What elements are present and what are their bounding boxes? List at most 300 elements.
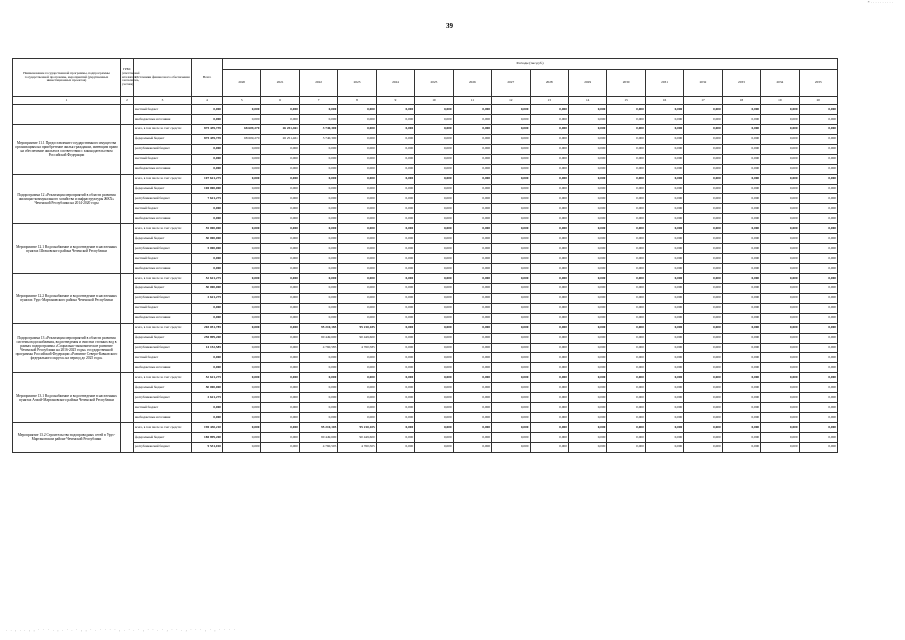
year-value-cell: 0,000 [453, 224, 491, 234]
year-value-cell: 0,000 [223, 333, 261, 343]
year-value-cell: 0,000 [607, 154, 645, 164]
header-column-number: 10 [415, 97, 453, 105]
year-value-cell: 0,000 [530, 144, 568, 154]
year-value-cell: 0,000 [530, 164, 568, 174]
total-cell: 0,000 [192, 105, 223, 115]
header-total: Всего [192, 59, 223, 97]
table-row [13, 244, 838, 254]
table-row [13, 214, 838, 224]
year-value-cell: 0,000 [645, 313, 683, 323]
table-row [13, 303, 838, 313]
total-cell: 0,000 [192, 254, 223, 264]
year-value-cell: 0,000 [645, 432, 683, 442]
year-value-cell: 0,000 [492, 273, 530, 283]
table-row [13, 323, 838, 333]
year-value-cell: 0,000 [492, 254, 530, 264]
year-value-cell: 0,000 [761, 432, 799, 442]
year-value-cell: 0,000 [684, 343, 722, 353]
table-row [13, 224, 838, 234]
year-value-cell: 0,000 [607, 413, 645, 423]
year-value-cell: 0,000 [530, 273, 568, 283]
year-value-cell: 0,000 [492, 423, 530, 433]
year-value-cell: 0,000 [684, 432, 722, 442]
year-value-cell: 0,000 [261, 323, 299, 333]
year-value-cell: 0,000 [492, 403, 530, 413]
year-value-cell: 0,000 [453, 303, 491, 313]
year-value-cell: 0,000 [223, 323, 261, 333]
total-cell: 52 621,275 [192, 373, 223, 383]
year-value-cell: 0,000 [530, 254, 568, 264]
year-value-cell: 0,000 [415, 174, 453, 184]
year-value-cell: 0,000 [376, 323, 414, 333]
year-value-cell: 0,000 [223, 313, 261, 323]
funding-source-cell: федеральный бюджет [134, 234, 192, 244]
year-value-cell: 0,000 [299, 303, 337, 313]
year-value-cell: 0,000 [761, 313, 799, 323]
table-row [13, 383, 838, 393]
year-value-cell: 0,000 [645, 423, 683, 433]
funding-source-cell: внебюджетные источники [134, 363, 192, 373]
funding-source-cell: местный бюджет [134, 254, 192, 264]
total-cell: 250 899,200 [192, 333, 223, 343]
total-cell: 55 000,000 [192, 224, 223, 234]
year-value-cell: 0,000 [338, 164, 376, 174]
header-funding-source: Источники финансового обеспечения [134, 59, 192, 97]
year-value-cell: 0,000 [530, 313, 568, 323]
table-row [13, 144, 838, 154]
year-value-cell: 0,000 [261, 343, 299, 353]
year-value-cell: 0,000 [415, 333, 453, 343]
year-value-cell: 0,000 [261, 442, 299, 452]
year-value-cell: 0,000 [722, 124, 760, 134]
year-value-cell: 0,000 [453, 114, 491, 124]
year-value-cell: 0,000 [223, 383, 261, 393]
year-value-cell: 0,000 [453, 373, 491, 383]
year-value-cell: 0,000 [607, 293, 645, 303]
year-value-cell: 0,000 [415, 214, 453, 224]
year-value-cell: 0,000 [492, 174, 530, 184]
year-value-cell: 0,000 [568, 442, 606, 452]
scan-corner-marks: * · · · · · · · · · · [867, 0, 893, 5]
funding-source-cell: местный бюджет [134, 105, 192, 115]
year-value-cell: 0,000 [453, 254, 491, 264]
year-value-cell: 0,000 [492, 333, 530, 343]
grbs-cell [121, 174, 134, 224]
year-value-cell: 0,000 [568, 184, 606, 194]
year-value-cell: 0,000 [453, 134, 491, 144]
year-value-cell: 0,000 [799, 432, 837, 442]
header-year: 2032 [684, 70, 722, 97]
year-value-cell: 0,000 [261, 333, 299, 343]
year-value-cell: 0,000 [453, 164, 491, 174]
funding-source-cell: местный бюджет [134, 303, 192, 313]
year-value-cell: 0,000 [338, 144, 376, 154]
year-value-cell: 95 210,185 [338, 323, 376, 333]
year-value-cell: 0,000 [799, 293, 837, 303]
year-value-cell: 0,000 [530, 293, 568, 303]
year-value-cell: 0,000 [799, 333, 837, 343]
year-value-cell: 0,000 [376, 264, 414, 274]
funding-source-cell: всего, в том числе за счет средств: [134, 373, 192, 383]
year-value-cell: 0,000 [376, 144, 414, 154]
year-value-cell: 0,000 [376, 194, 414, 204]
year-value-cell: 0,000 [799, 194, 837, 204]
year-value-cell: 90 449,600 [338, 432, 376, 442]
year-value-cell: 0,000 [415, 313, 453, 323]
program-name-cell: Мероприятие 12.1 Водоснабжение и водоотведение в населенных пунктах Шелковского района Чеченской Республики [13, 224, 121, 274]
year-value-cell: 0,000 [799, 114, 837, 124]
year-value-cell: 0,000 [415, 363, 453, 373]
year-value-cell: 0,000 [530, 105, 568, 115]
header-row-top [13, 59, 838, 70]
year-value-cell: 0,000 [376, 234, 414, 244]
year-value-cell: 0,000 [376, 432, 414, 442]
year-value-cell: 0,000 [722, 363, 760, 373]
year-value-cell: 0,000 [761, 204, 799, 214]
header-year: 2033 [722, 70, 760, 97]
year-value-cell: 0,000 [568, 283, 606, 293]
year-value-cell: 0,000 [530, 343, 568, 353]
year-value-cell: 0,000 [376, 283, 414, 293]
year-value-cell: 0,000 [568, 432, 606, 442]
year-value-cell: 0,000 [799, 442, 837, 452]
year-value-cell: 0,000 [645, 363, 683, 373]
year-value-cell: 0,000 [568, 403, 606, 413]
year-value-cell: 0,000 [453, 234, 491, 244]
year-value-cell: 0,000 [338, 254, 376, 264]
year-value-cell: 0,000 [684, 144, 722, 154]
year-value-cell: 0,000 [261, 393, 299, 403]
year-value-cell: 0,000 [492, 353, 530, 363]
year-value-cell: 0,000 [607, 323, 645, 333]
header-column-number: 13 [530, 97, 568, 105]
year-value-cell: 0,000 [645, 224, 683, 234]
year-value-cell: 0,000 [223, 174, 261, 184]
year-value-cell: 0,000 [261, 273, 299, 283]
year-value-cell: 0,000 [223, 363, 261, 373]
year-value-cell: 0,000 [299, 224, 337, 234]
year-value-cell: 0,000 [415, 234, 453, 244]
year-value-cell: 0,000 [299, 184, 337, 194]
year-value-cell: 0,000 [261, 403, 299, 413]
year-value-cell: 0,000 [338, 283, 376, 293]
year-value-cell: 0,000 [722, 254, 760, 264]
year-value-cell: 0,000 [530, 283, 568, 293]
year-value-cell: 0,000 [376, 273, 414, 283]
year-value-cell: 0,000 [684, 214, 722, 224]
year-value-cell: 0,000 [415, 343, 453, 353]
year-value-cell: 0,000 [761, 393, 799, 403]
year-value-cell: 0,000 [492, 383, 530, 393]
year-value-cell: 0,000 [223, 373, 261, 383]
year-value-cell: 0,000 [722, 174, 760, 184]
year-value-cell: 0,000 [568, 313, 606, 323]
year-value-cell: 0,000 [645, 283, 683, 293]
header-column-number: 6 [261, 97, 299, 105]
funding-source-cell: республиканский бюджет [134, 244, 192, 254]
year-value-cell: 0,000 [223, 164, 261, 174]
year-value-cell: 0,000 [338, 234, 376, 244]
year-value-cell: 0,000 [223, 432, 261, 442]
year-value-cell: 3 740,300 [299, 124, 337, 134]
year-value-cell: 0,000 [722, 234, 760, 244]
year-value-cell: 0,000 [722, 204, 760, 214]
year-value-cell: 68 609,270 [223, 124, 261, 134]
grbs-cell [121, 224, 134, 274]
year-value-cell: 0,000 [684, 423, 722, 433]
year-value-cell: 0,000 [722, 353, 760, 363]
year-value-cell: 0,000 [223, 393, 261, 403]
year-value-cell: 0,000 [722, 373, 760, 383]
funding-source-cell: местный бюджет [134, 204, 192, 214]
year-value-cell: 0,000 [799, 313, 837, 323]
year-value-cell: 0,000 [223, 184, 261, 194]
year-value-cell: 0,000 [492, 224, 530, 234]
year-value-cell: 0,000 [761, 244, 799, 254]
program-name-cell [13, 105, 121, 125]
year-value-cell: 0,000 [722, 224, 760, 234]
year-value-cell: 0,000 [223, 413, 261, 423]
grbs-cell [121, 124, 134, 174]
year-value-cell: 0,000 [223, 254, 261, 264]
header-year: 2035 [799, 70, 837, 97]
grbs-cell [121, 323, 134, 373]
year-value-cell: 0,000 [223, 423, 261, 433]
year-value-cell: 0,000 [761, 442, 799, 452]
year-value-cell: 0,000 [338, 105, 376, 115]
year-value-cell: 0,000 [645, 333, 683, 343]
year-value-cell: 0,000 [568, 124, 606, 134]
year-value-cell: 0,000 [799, 323, 837, 333]
year-value-cell: 0,000 [568, 423, 606, 433]
header-column-number: 20 [799, 97, 837, 105]
program-name-cell: Мероприятие 13.2 Строительство водопроводных сетей в Урус-Мартановском районе Чеченской Республики [13, 423, 121, 453]
year-value-cell: 0,000 [338, 124, 376, 134]
year-value-cell: 0,000 [722, 442, 760, 452]
year-value-cell: 0,000 [684, 303, 722, 313]
year-value-cell: 3 740,300 [299, 134, 337, 144]
year-value-cell: 0,000 [415, 323, 453, 333]
year-value-cell: 0,000 [568, 234, 606, 244]
year-value-cell: 0,000 [376, 413, 414, 423]
year-value-cell: 0,000 [607, 363, 645, 373]
total-cell: 100 000,000 [192, 184, 223, 194]
year-value-cell: 0,000 [799, 144, 837, 154]
year-value-cell: 0,000 [684, 373, 722, 383]
header-column-number: 11 [453, 97, 491, 105]
year-value-cell: 0,000 [645, 264, 683, 274]
year-value-cell: 0,000 [376, 313, 414, 323]
year-value-cell: 0,000 [568, 244, 606, 254]
table-row [13, 273, 838, 283]
table-row [13, 353, 838, 363]
year-value-cell: 0,000 [453, 293, 491, 303]
table-row [13, 184, 838, 194]
year-value-cell: 0,000 [261, 154, 299, 164]
year-value-cell: 0,000 [453, 144, 491, 154]
year-value-cell: 0,000 [223, 403, 261, 413]
year-value-cell: 0,000 [684, 204, 722, 214]
year-value-cell: 0,000 [607, 114, 645, 124]
year-value-cell: 0,000 [645, 343, 683, 353]
year-value-cell: 0,000 [415, 154, 453, 164]
year-value-cell: 0,000 [684, 114, 722, 124]
year-value-cell: 0,000 [799, 353, 837, 363]
year-value-cell: 0,000 [722, 313, 760, 323]
grbs-cell [121, 373, 134, 423]
table-row [13, 154, 838, 164]
year-value-cell: 0,000 [530, 373, 568, 383]
year-value-cell: 0,000 [453, 353, 491, 363]
year-value-cell: 0,000 [761, 164, 799, 174]
year-value-cell: 0,000 [761, 373, 799, 383]
year-value-cell: 0,000 [799, 214, 837, 224]
header-year: 2029 [568, 70, 606, 97]
year-value-cell: 0,000 [261, 224, 299, 234]
year-value-cell: 0,000 [261, 413, 299, 423]
year-value-cell: 0,000 [415, 442, 453, 452]
year-value-cell: 0,000 [338, 363, 376, 373]
year-value-cell: 0,000 [299, 105, 337, 115]
total-cell: 50 000,000 [192, 234, 223, 244]
year-value-cell: 0,000 [799, 373, 837, 383]
total-cell: 7 621,275 [192, 194, 223, 204]
year-value-cell: 0,000 [223, 234, 261, 244]
year-value-cell: 0,000 [607, 264, 645, 274]
header-column-number: 12 [492, 97, 530, 105]
year-value-cell: 0,000 [299, 283, 337, 293]
year-value-cell: 0,000 [568, 134, 606, 144]
year-value-cell: 0,000 [492, 303, 530, 313]
year-value-cell: 0,000 [684, 194, 722, 204]
year-value-cell: 0,000 [261, 194, 299, 204]
year-value-cell: 0,000 [376, 204, 414, 214]
year-value-cell: 95 210,185 [299, 323, 337, 333]
year-value-cell: 0,000 [492, 214, 530, 224]
year-value-cell: 0,000 [568, 154, 606, 164]
year-value-cell: 4 760,585 [338, 343, 376, 353]
year-value-cell: 0,000 [376, 154, 414, 164]
year-value-cell: 0,000 [799, 234, 837, 244]
table-row [13, 313, 838, 323]
year-value-cell: 0,000 [492, 105, 530, 115]
year-value-cell: 0,000 [376, 124, 414, 134]
year-value-cell: 0,000 [223, 283, 261, 293]
year-value-cell: 0,000 [722, 293, 760, 303]
year-value-cell: 0,000 [492, 373, 530, 383]
funding-source-cell: республиканский бюджет [134, 393, 192, 403]
funding-source-cell: внебюджетные источники [134, 313, 192, 323]
year-value-cell: 0,000 [684, 224, 722, 234]
year-value-cell: 0,000 [645, 144, 683, 154]
header-column-number: 14 [568, 97, 606, 105]
year-value-cell: 95 210,105 [299, 423, 337, 433]
year-value-cell: 0,000 [761, 343, 799, 353]
year-value-cell: 0,000 [722, 403, 760, 413]
year-value-cell: 0,000 [223, 114, 261, 124]
year-value-cell: 0,000 [607, 184, 645, 194]
header-column-number: 5 [223, 97, 261, 105]
funding-source-cell: внебюджетные источники [134, 413, 192, 423]
year-value-cell: 0,000 [261, 373, 299, 383]
year-value-cell: 0,000 [415, 373, 453, 383]
funding-source-cell: всего, в том числе за счет средств: [134, 423, 192, 433]
year-value-cell: 95 210,105 [338, 423, 376, 433]
year-value-cell: 0,000 [453, 403, 491, 413]
year-value-cell: 0,000 [338, 393, 376, 403]
year-value-cell: 0,000 [299, 353, 337, 363]
year-value-cell: 0,000 [299, 383, 337, 393]
year-value-cell: 0,000 [568, 363, 606, 373]
year-value-cell: 0,000 [761, 105, 799, 115]
table-row [13, 343, 838, 353]
total-cell: 9 531,010 [192, 442, 223, 452]
year-value-cell: 0,000 [799, 283, 837, 293]
year-value-cell: 0,000 [722, 184, 760, 194]
year-value-cell: 0,000 [530, 442, 568, 452]
year-value-cell: 0,000 [761, 423, 799, 433]
year-value-cell: 0,000 [492, 114, 530, 124]
year-value-cell: 0,000 [607, 254, 645, 264]
year-value-cell: 0,000 [453, 313, 491, 323]
year-value-cell: 0,000 [338, 174, 376, 184]
year-value-cell: 0,000 [799, 273, 837, 283]
year-value-cell: 0,000 [376, 403, 414, 413]
year-value-cell: 0,000 [607, 423, 645, 433]
year-value-cell: 0,000 [761, 333, 799, 343]
program-name-cell: Мероприятие 13.1 Водоснабжение и водоотведение в населенных пунктах Ачхой-Мартановского района Чеченской Республики [13, 373, 121, 423]
year-value-cell: 0,000 [223, 154, 261, 164]
year-value-cell: 0,000 [261, 313, 299, 323]
year-value-cell: 0,000 [261, 174, 299, 184]
year-value-cell: 0,000 [530, 124, 568, 134]
year-value-cell: 0,000 [607, 224, 645, 234]
year-value-cell: 0,000 [261, 234, 299, 244]
year-value-cell: 0,000 [376, 373, 414, 383]
table-row [13, 442, 838, 452]
year-value-cell: 0,000 [261, 214, 299, 224]
year-value-cell: 0,000 [376, 184, 414, 194]
year-value-cell: 0,000 [453, 194, 491, 204]
year-value-cell: 0,000 [645, 303, 683, 313]
year-value-cell: 0,000 [607, 174, 645, 184]
header-years-group: Расходы (тыс.руб.) [223, 59, 838, 70]
year-value-cell: 0,000 [799, 303, 837, 313]
header-column-number: 18 [722, 97, 760, 105]
year-value-cell: 0,000 [645, 403, 683, 413]
year-value-cell: 0,000 [761, 283, 799, 293]
funding-source-cell: всего, в том числе за счет средств: [134, 124, 192, 134]
table-row [13, 164, 838, 174]
year-value-cell: 0,000 [415, 184, 453, 194]
year-value-cell: 0,000 [607, 313, 645, 323]
year-value-cell: 0,000 [684, 164, 722, 174]
funding-source-cell: всего, в том числе за счет средств: [134, 273, 192, 283]
year-value-cell: 0,000 [761, 413, 799, 423]
year-value-cell: 0,000 [223, 144, 261, 154]
year-value-cell: 0,000 [722, 303, 760, 313]
year-value-cell: 0,000 [415, 244, 453, 254]
year-value-cell: 0,000 [684, 174, 722, 184]
table-row [13, 413, 838, 423]
table-row [13, 204, 838, 214]
total-cell: 2 621,275 [192, 293, 223, 303]
total-cell: 265 051,785 [192, 323, 223, 333]
year-value-cell: 0,000 [261, 283, 299, 293]
year-value-cell: 0,000 [338, 184, 376, 194]
table-row [13, 393, 838, 403]
year-value-cell: 0,000 [492, 393, 530, 403]
